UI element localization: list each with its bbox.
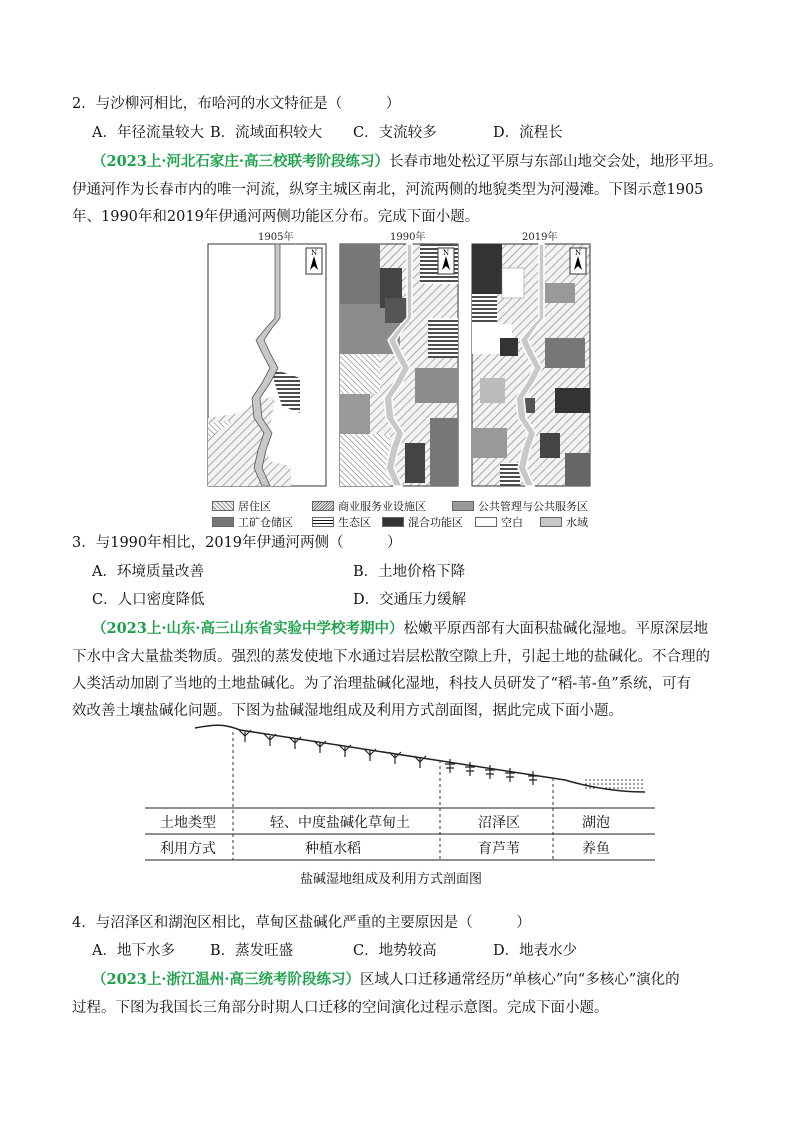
land-type-lake: 湖泡 (582, 815, 610, 831)
question-3-stem: 3．与1990年相比，2019年伊通河两侧（ ） (72, 535, 402, 551)
q4-option-d[interactable]: D．地表水少 (493, 943, 578, 959)
passage-1-line-1: （2023上·河北石家庄·高三校联考阶段练习）长春市地处松辽平原与东部山地交会处，地形平坦。 (92, 153, 723, 170)
passage-2-line-1: （2023上·山东·高三山东省实验中学校考期中）松嫩平原西部有大面积盐碱化湿地。平原深层地 (92, 620, 708, 637)
q2-option-a[interactable]: A．年径流量较大 (92, 125, 204, 141)
q2-option-d[interactable]: D．流程长 (493, 125, 563, 141)
q2-option-c[interactable]: C．支流较多 (353, 125, 437, 141)
legend-water: 水域 (540, 514, 588, 530)
passage-1-source: （2023上·河北石家庄·高三校联考阶段练习） (92, 153, 389, 170)
row-header-use: 利用方式 (160, 841, 216, 857)
legend-swatch (475, 517, 497, 527)
legend-public-service: 公共管理与公共服务区 (452, 498, 588, 514)
map-year-2019: 2019年 (522, 232, 558, 243)
passage-2-line-3: 人类活动加剧了当地的土地盐碱化。为了治理盐碱化湿地，科技人员研发了“稻-苇-鱼”系统，可有 (72, 676, 692, 692)
q2-option-b[interactable]: B．流域面积较大 (210, 125, 323, 141)
legend-ecological: 生态区 (312, 514, 371, 530)
passage-2-source: （2023上·山东·高三山东省实验中学校考期中） (92, 620, 404, 637)
q3-option-c[interactable]: C．人口密度降低 (92, 592, 205, 608)
profile-caption: 盐碱湿地组成及利用方式剖面图 (300, 872, 483, 887)
use-rice: 种植水稻 (305, 841, 361, 857)
north-arrow-1905: N (311, 249, 318, 257)
use-reed: 育芦苇 (478, 841, 520, 857)
map-year-1905: 1905年 (258, 232, 294, 243)
legend-swatch (382, 517, 404, 527)
saline-wetland-profile-figure (145, 720, 655, 910)
legend-mixed: 混合功能区 (382, 514, 463, 530)
reed-icons (445, 759, 538, 785)
q4-option-b[interactable]: B．蒸发旺盛 (210, 943, 294, 959)
q3-option-d[interactable]: D．交通压力缓解 (353, 592, 467, 608)
legend-commercial: 商业服务业设施区 (312, 498, 426, 514)
profile-svg (145, 720, 655, 880)
land-use-maps-figure (200, 228, 600, 528)
legend-industrial: 工矿仓储区 (212, 514, 293, 530)
legend-blank: 空白 (475, 514, 523, 530)
legend-swatch (540, 517, 562, 527)
q4-option-a[interactable]: A．地下水多 (92, 943, 175, 959)
land-use-maps-svg (200, 228, 600, 528)
legend-swatch (312, 517, 334, 527)
map-2019 (472, 244, 590, 486)
passage-2-line-2: 下水中含大量盐类物质。强烈的蒸发使地下水通过岩层松散空隙上升，引起土地的盐碱化。不合理的 (72, 649, 710, 665)
map-1990 (340, 244, 458, 486)
land-type-meadow: 轻、中度盐碱化草甸土 (270, 815, 410, 831)
passage-3-source: （2023上·浙江温州·高三统考阶段练习） (92, 971, 360, 988)
grass-icons (239, 730, 426, 768)
legend-swatch (452, 501, 474, 511)
map-1905 (208, 244, 326, 486)
q3-option-a[interactable]: A．环境质量改善 (92, 564, 204, 580)
north-arrow-2019: N (575, 249, 582, 257)
passage-3-line-1: （2023上·浙江温州·高三统考阶段练习）区域人口迁移通常经历“单核心”向“多核心”演化的 (92, 971, 680, 988)
passage-1-line-3: 年、1990年和2019年伊通河两侧功能区分布。完成下面小题。 (72, 209, 480, 225)
question-2-stem: 2．与沙柳河相比，布哈河的水文特征是（ ） (72, 96, 401, 112)
legend-residential: 居住区 (212, 498, 271, 514)
map-year-1990: 1990年 (390, 232, 426, 243)
row-header-land-type: 土地类型 (160, 815, 216, 831)
north-arrow-1990: N (443, 249, 450, 257)
q4-option-c[interactable]: C．地势较高 (353, 943, 437, 959)
passage-2-line-4: 效改善土壤盐碱化问题。下图为盐碱湿地组成及利用方式剖面图，据此完成下面小题。 (72, 703, 623, 719)
legend-swatch (212, 501, 234, 511)
land-type-marsh: 沼泽区 (478, 815, 520, 831)
question-4-stem: 4．与沼泽区和湖泡区相比，草甸区盐碱化严重的主要原因是（ ） (72, 915, 531, 931)
q3-option-b[interactable]: B．土地价格下降 (353, 564, 466, 580)
legend-swatch (212, 517, 234, 527)
passage-1-line-2: 伊通河作为长春市内的唯一河流，纵穿主城区南北，河流两侧的地貌类型为河漫滩。下图示意1905 (72, 182, 704, 198)
legend-swatch (312, 501, 334, 511)
passage-3-line-2: 过程。下图为我国长三角部分时期人口迁移的空间演化过程示意图。完成下面小题。 (72, 1000, 609, 1016)
use-fish: 养鱼 (582, 841, 610, 857)
